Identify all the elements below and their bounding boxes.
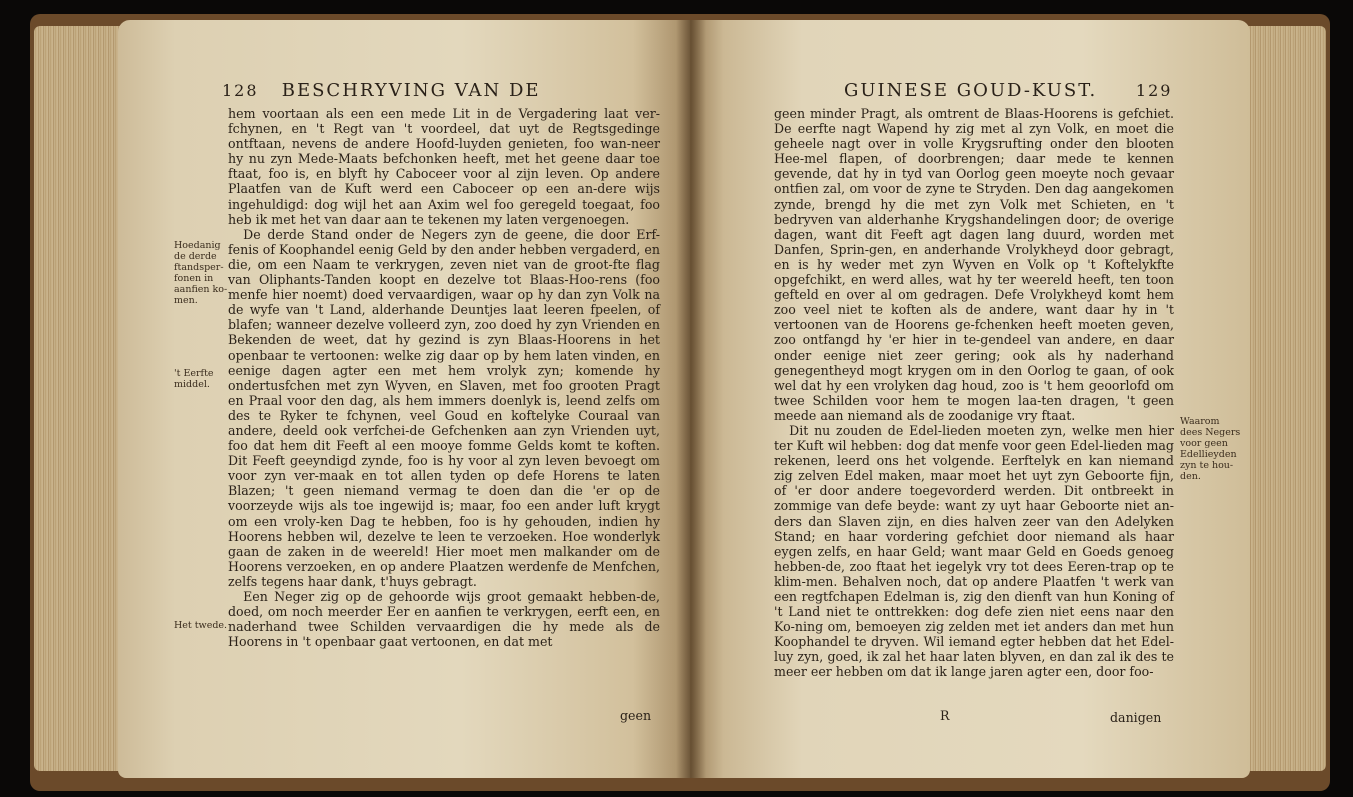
margin-note-eerste-middel: 't Eerfte middel. <box>174 368 214 390</box>
left-catchword: geen <box>620 708 652 723</box>
right-paragraph: geen minder Pragt, als omtrent de Blaas-Hoorens is gefchiet. De eerfte nagt Wapend hy zig met al zyn Volk, en moet die geheele nagt over in volle Krygsrufting onder den blooten Hee-mel flapen, of doorbrengen; daar mede te kennen gevende, dat hy in tyd van Oorlog geen moeyte noch gevaar ontfien zal, om voor de zyne te Stryden. Den dag aangekomen zynde, brengd hy die met zyn Volk met Schieten, en 't bedryven van alderhanhe Krygshandelingen door; de overige dagen, want dit Feeft agt dagen lang duurd, worden met Danfen, Sprin-gen, en anderhande Vrolykheyd door gebragt, en is hy weder met zyn Wyven en Volk op 't Koftelykfte opgefchikt, en werd alles, wat hy ter weereld heeft, ten toon gefteld en over al om gedragen. Defe Vrolykheyd komt hem zoo veel niet te koften als de andere, want daar hy in 't vertoonen van de Hoorens ge-fchenken heeft moeten geven, zoo ontfangd hy 'er hier in te-gendeel van andere, en daar onder eenige niet zeer gering; ook als hy naderhand genegentheyd mogt krygen om in den Oorlog te gaan, of ook wel dat hy een vrolyken dag houd, zoo is 't hem geoorlofd om twee Schilden voor hem te mogen laa-ten dragen, 't geen meede aan niemand als de zoodanige vry ftaat. <box>774 106 1174 423</box>
left-paragraph: hem voortaan als een een mede Lit in de Vergadering laat ver-fchynen, en 't Regt van 't voordeel, dat uyt de Regtsgedinge ontftaan, nevens de andere Hoofd-luyden genieten, foo wan-neer hy nu zyn Mede-Maats befchonken heeft, met het geene daar toe ftaat, foo is, en blyft hy Caboceer voor al zijn leven. Op andere Plaatfen van de Kuft werd een Caboceer op een an-dere wijs ingehuldigd: dog wijl het aan Axim wel foo geregeld toegaat, foo heb ik met het van daar aan te tekenen my laten vergenoegen. <box>228 106 660 227</box>
right-title: GUINESE GOUD-KUST. <box>844 80 1098 101</box>
right-body-text <box>774 106 1174 680</box>
right-catchword: danigen <box>1110 710 1162 725</box>
right-running-head <box>844 80 1172 101</box>
left-page <box>118 20 690 778</box>
left-paragraph: De derde Stand onder de Negers zyn de geene, die door Erf-fenis of Koophandel eenig Geld by den ander hebben vergaderd, en die, om een Naam te verkrygen, zeven niet van de groot-fte flag van Oliphants-Tanden koopt en dezelve tot Blaas-Hoo-rens (foo menfe hier noemt) doed vervaardigen, waar op hy dan zyn Volk na de wyfe van 't Land, alderhande Deuntjes laat leeren fpeelen, of blafen; wanneer dezelve volleerd zyn, zoo doed hy zyn Vrienden en Bekenden de weet, dat hy gezind is zyn Blaas-Hoorens in het openbaar te vertoonen: welke zig daar op by hem laten vinden, en eenige dagen agter een met hem vrolyk zyn; komende hy ondertusfchen met zyn Wyven, en Slaven, met foo grooten Pragt en Praal voor den dag, als hem immers doenlyk is, leend zelfs om des te Ryker te fchynen, veel Goud en koftelyke Couraal van andere, deeld ook verfchei-de Gefchenken aan zyn Vrienden uyt, foo dat hem dit Feeft al een mooye fomme Gelds komt te koften. Dit Feeft geeyndigd zynde, foo is hy voor al zyn leven bevoegt om voor zyn ver-maak en tot allen tyden op defe Horens te laten Blazen; 't geen niemand vermag te doen dan die 'er op de voorzeyde wijs als toe ingewijd is; maar, foo een ander luft krygt om een vroly-ken Dag te hebben, foo is hy gehouden, indien hy Hoorens hebben wil, dezelve te leen te verzoeken. Hoe wonderlyk gaan de zaken in de weereld! Hier moet men malkander om de Hoorens verzoeken, en op andere Plaatzen werdenfe de Menfchen, zelfs tegens haar dank, t'huys gebragt. <box>228 226 660 589</box>
margin-note-hoedanig: Hoedanig de derde ftandsper- fonen in aanfien ko- men. <box>174 240 228 306</box>
left-paragraph: Een Neger zig op de gehoorde wijs groot gemaakt hebben-de, doed, om noch meerder Eer en aanfien te verkrygen, eerft een, en naderhand twee Schilden vervaardigen die hy mede als de Hoorens in 't openbaar gaat vertoonen, en dat met <box>228 589 660 650</box>
left-body-text <box>228 106 660 649</box>
signature-mark: R <box>940 708 950 723</box>
book-gutter <box>676 20 706 778</box>
margin-note-twede: Het twede. <box>174 620 228 631</box>
left-running-head <box>222 80 541 101</box>
right-page <box>690 20 1250 778</box>
right-page-edges <box>1240 26 1326 771</box>
left-title: BESCHRYVING VAN DE <box>281 80 541 101</box>
right-page-number: 129 <box>1135 81 1173 100</box>
right-paragraph: Dit nu zouden de Edel-lieden moeten zyn, welke men hier ter Kuft wil hebben: dog dat menfe voor geen Edel-lieden mag rekenen, leerd ons het volgende. Eerftelyk en kan niemand zig zelven Edel maken, maar moet het uyt zyn Geboorte fijn, of 'er door andere toegevorderd werden. Dit ontbreekt in zommige van defe beyde: want zy uyt haar Geboorte niet an-ders dan Slaven zijn, en dies halven zeer van den Adelyken Stand; en haar vordering gefchiet door niemand als haar eygen zelfs, en haar Geld; want maar Geld en Goeds genoeg hebben-de, zoo ftaat het iegelyk vry tot dees Eeren-trap op te klim-men. Behalven noch, dat op andere Plaatfen 't werk van een regtfchapen Edelman is, zig den dienft van hun Koning of 't Land niet te onttrekken: dog defe zien niet eens naar den Ko-ning om, bemoeyen zig zelden met iet anders dan met hun Koophandel te dryven. Wil iemand egter hebben dat het Edel-luy zyn, goed, ik zal het haar laten blyven, en dan zal ik des te meer eer hebben om dat ik lange jaren agter een, door foo- <box>774 422 1174 680</box>
margin-note-waarom: Waarom dees Negers voor geen Edellieyden zyn te hou- den. <box>1180 416 1241 482</box>
left-page-number: 128 <box>222 81 259 100</box>
left-page-edges <box>34 26 130 771</box>
